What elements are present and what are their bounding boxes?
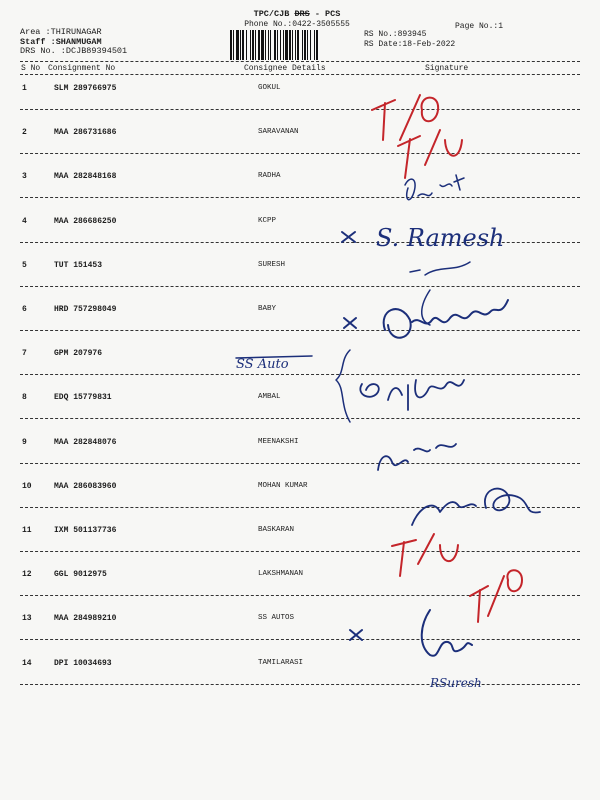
barcode-bar	[233, 30, 234, 60]
barcode-bar	[252, 30, 254, 60]
barcode-bar	[304, 30, 306, 60]
row-sno: 8	[22, 393, 27, 403]
signature-row-11	[392, 534, 458, 576]
header-center	[232, 9, 362, 29]
barcode-bar	[274, 30, 276, 60]
col-sno: S No	[21, 64, 41, 73]
signature-row-9	[378, 444, 456, 470]
row-consignee: RADHA	[258, 172, 281, 181]
barcode-bar	[277, 30, 278, 60]
row-consignee: TAMILARASI	[258, 658, 304, 667]
drs-number: DRS No. :DCJB89394501	[20, 46, 128, 57]
row-consignee: LAKSHMANAN	[258, 570, 304, 579]
staff-label: Staff :SHANMUGAM	[20, 36, 102, 47]
barcode-bar	[310, 30, 311, 60]
barcode-bar	[285, 30, 288, 60]
title-prefix: TPC/CJB	[253, 9, 290, 19]
row-divider	[20, 507, 580, 508]
row-divider	[20, 551, 580, 552]
signature-row-4	[342, 232, 355, 242]
barcode-bar	[283, 30, 284, 60]
row-consignee: BASKARAN	[258, 526, 295, 534]
barcode-bar	[250, 30, 251, 60]
signature-row-3	[405, 175, 464, 200]
row-consignment-no: MAA 286686250	[54, 216, 117, 226]
barcode-bar	[297, 30, 299, 60]
barcode-bar	[314, 30, 315, 60]
barcode-bar	[307, 30, 308, 60]
signature-row-13	[350, 610, 472, 656]
row-consignment-no: MAA 286731686	[54, 128, 117, 138]
row-sno: 10	[22, 481, 32, 491]
barcode-bar	[316, 30, 318, 60]
row-divider	[20, 374, 580, 375]
sheet-title	[232, 9, 362, 19]
row-divider	[20, 595, 580, 596]
row-consignee: AMBAL	[258, 393, 281, 402]
signature-row-6	[344, 300, 508, 338]
signature-row-8	[360, 380, 464, 410]
row-consignment-no: GPM 207976	[54, 349, 103, 359]
row-divider	[20, 463, 580, 464]
barcode-bar	[292, 30, 293, 60]
row-consignee: SURESH	[258, 260, 286, 269]
area-label: Area :THIRUNAGAR	[20, 27, 102, 37]
barcode-bar	[302, 30, 303, 60]
barcode-bar	[240, 30, 241, 60]
signature-row-5	[410, 262, 470, 325]
barcode-bar	[230, 30, 232, 60]
barcode-bar	[246, 30, 247, 60]
row-consignment-no: IXM 501137736	[54, 526, 117, 535]
barcode-bar	[255, 30, 256, 60]
barcode-bar	[261, 30, 264, 60]
row-sno: 7	[22, 349, 27, 359]
row-sno: 3	[22, 172, 27, 182]
row-consignment-no: MAA 282848168	[54, 172, 117, 182]
barcode-bar	[295, 30, 296, 60]
bracket-mark	[236, 350, 350, 422]
page-number: Page No.:1	[455, 22, 504, 31]
row-consignment-no: SLM 289766975	[54, 84, 117, 93]
row-divider	[20, 242, 580, 243]
header-right	[364, 30, 455, 49]
row-sno: 12	[22, 570, 32, 580]
barcode-image	[230, 30, 358, 60]
row-sno: 13	[22, 614, 32, 624]
title-suffix: - PCS	[314, 9, 341, 19]
row-consignment-no: EDQ 15779831	[54, 393, 112, 403]
row-consignee: BABY	[258, 305, 277, 313]
header-rule-bottom	[20, 74, 580, 75]
barcode-bar	[270, 30, 271, 60]
row-consignment-no: DPI 10034693	[54, 658, 112, 668]
row-sno: 6	[22, 305, 27, 314]
rs-date: RS Date:18-Feb-2022	[364, 39, 456, 49]
row-divider	[20, 286, 580, 287]
rs-number: RS No.:893945	[364, 30, 427, 39]
row-sno: 14	[22, 658, 32, 668]
row-divider	[20, 639, 580, 640]
row-sno: 9	[22, 437, 27, 447]
row-divider	[20, 197, 580, 198]
row-consignee: KCPP	[258, 216, 277, 225]
row-sno: 1	[22, 84, 27, 93]
row-consignee: MOHAN KUMAR	[258, 481, 308, 490]
barcode-bar	[242, 30, 244, 60]
signature-row-1	[372, 95, 438, 140]
row-consignment-no: TUT 151453	[54, 260, 103, 270]
row-divider	[20, 330, 580, 331]
title-struck: DRS	[294, 9, 310, 19]
row-sno: 4	[22, 216, 27, 226]
row-consignment-no: MAA 284989210	[54, 614, 117, 624]
row-sno: 5	[22, 260, 27, 270]
col-signature: Signature	[425, 64, 469, 73]
row-divider	[20, 684, 580, 685]
col-consignment: Consignment No	[48, 64, 116, 73]
r-suresh-signature: RSuresh	[430, 676, 482, 690]
row-sno: 11	[22, 526, 32, 535]
header-rule-top	[20, 61, 580, 62]
col-consignee: Consignee Details	[244, 64, 326, 73]
row-consignment-no: MAA 286083960	[54, 481, 117, 491]
row-consignment-no: HRD 757298049	[54, 305, 117, 314]
row-consignee: MEENAKSHI	[258, 437, 299, 446]
barcode-bar	[268, 30, 269, 60]
barcode-bar	[265, 30, 266, 60]
ss-auto-handwriting: SS Auto	[236, 357, 289, 372]
s-ramesh-signature: S. Ramesh	[376, 224, 505, 252]
row-consignment-no: GGL 9012975	[54, 570, 107, 580]
row-consignee: GOKUL	[258, 84, 281, 92]
phone-number: Phone No.:0422-3505555	[244, 20, 350, 29]
row-divider	[20, 153, 580, 154]
row-consignee: SS AUTOS	[258, 614, 295, 623]
row-divider	[20, 109, 580, 110]
row-sno: 2	[22, 128, 27, 138]
barcode-bar	[258, 30, 260, 60]
barcode-bar	[236, 30, 239, 60]
row-consignment-no: MAA 282848076	[54, 437, 117, 447]
barcode-bar	[289, 30, 291, 60]
row-divider	[20, 418, 580, 419]
header-left	[20, 28, 127, 57]
row-consignee: SARAVANAN	[258, 128, 299, 137]
barcode-bar	[280, 30, 281, 60]
